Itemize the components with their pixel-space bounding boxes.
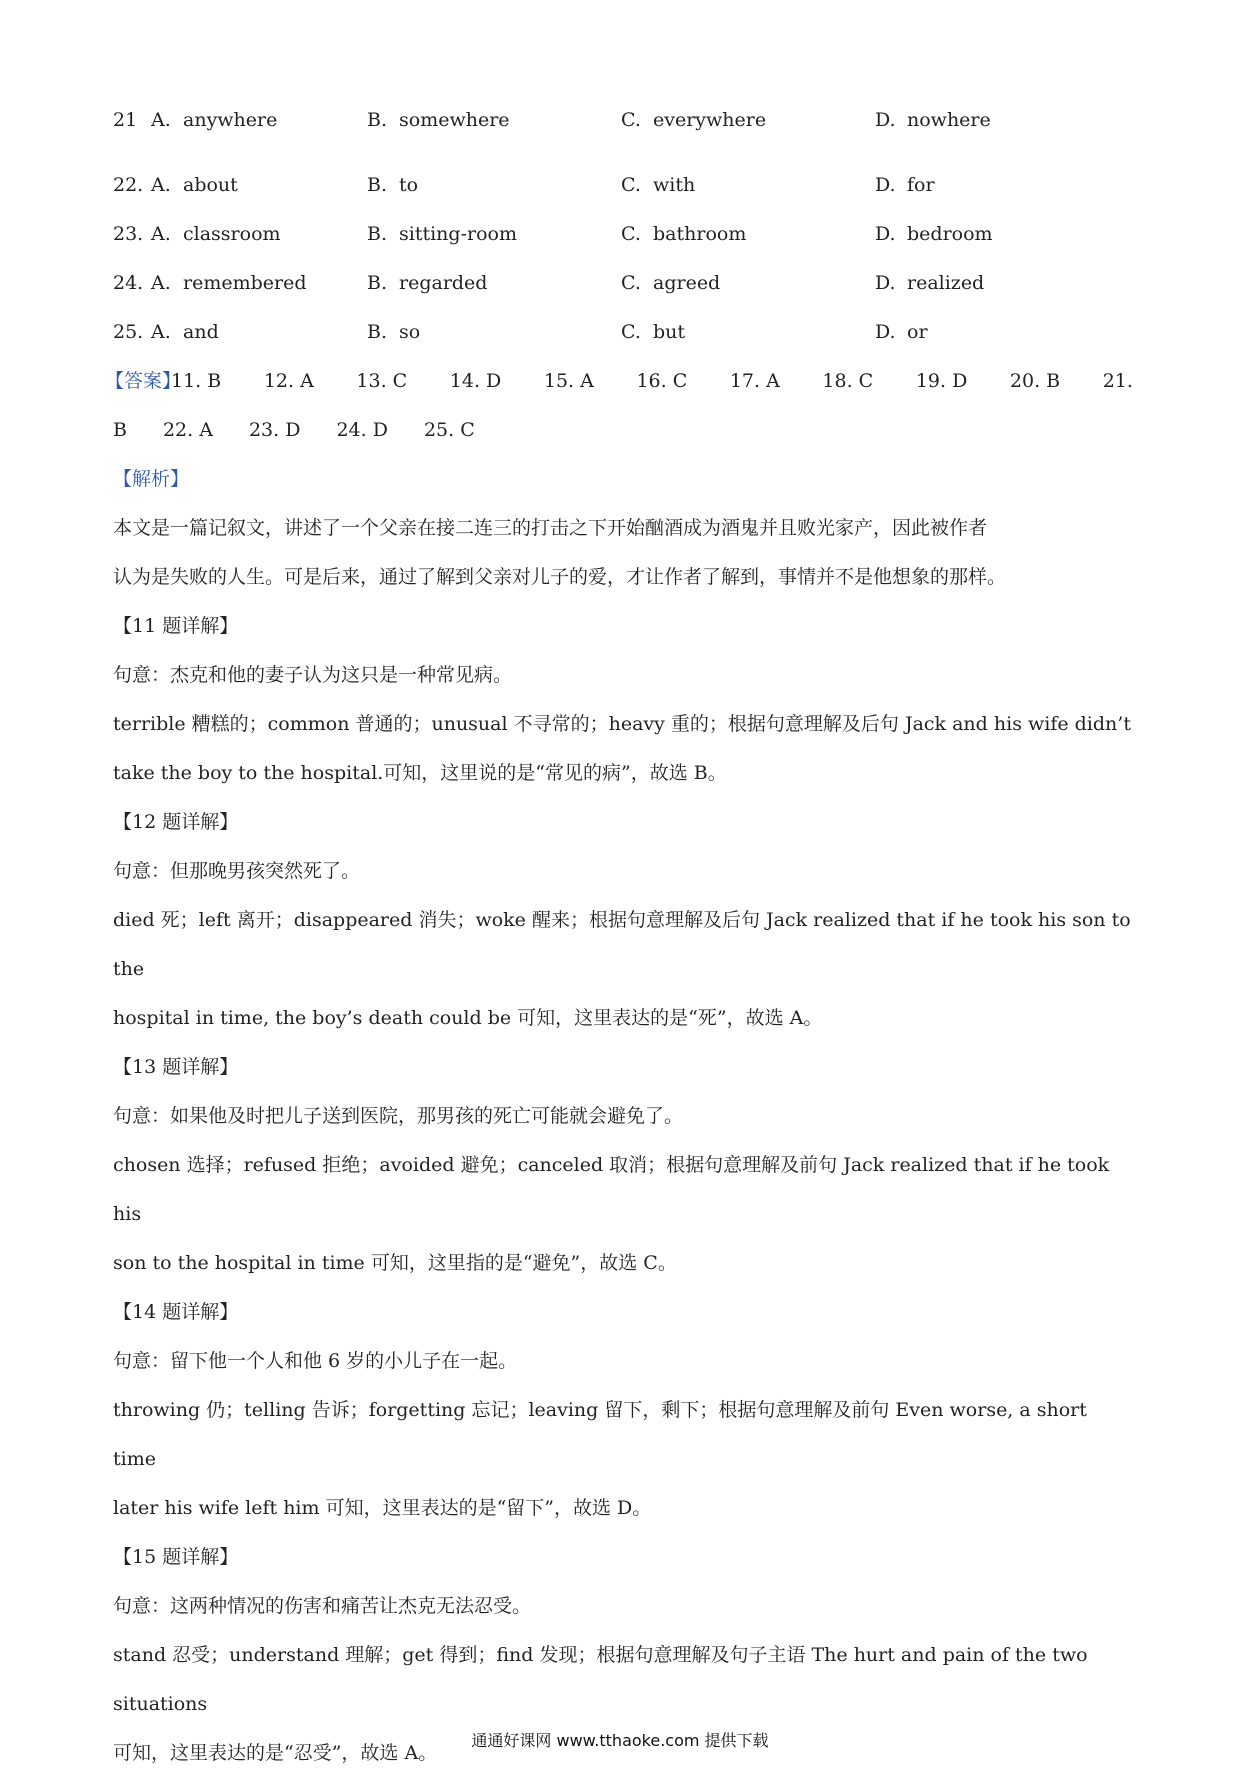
detail-block [113, 798, 1133, 1043]
option-text: somewhere [399, 109, 510, 131]
option-letter: A. [151, 109, 171, 131]
option-letter: B. [367, 174, 388, 196]
detail-line: take the boy to the hospital.可知，这里说的是“常见的病”，故选 B。 [113, 762, 727, 784]
option-text: agreed [653, 272, 721, 294]
option-b [367, 161, 418, 210]
answer-item: 14. D [449, 370, 502, 392]
document-body [105, 96, 1133, 1778]
answer-label: 【答案】 [105, 370, 182, 392]
detail-line: stand 忍受；understand 理解；get 得到；find 发现；根据句意理解及句子主语 The hurt and pain of the two situations [113, 1644, 1088, 1715]
detail-meaning: 句意：但那晚男孩突然死了。 [113, 860, 361, 882]
option-text: regarded [399, 272, 488, 294]
option-letter: C. [621, 223, 641, 245]
option-letter: D. [875, 174, 896, 196]
option-d [875, 161, 935, 210]
detail-meaning: 句意：这两种情况的伤害和痛苦让杰克无法忍受。 [113, 1595, 532, 1617]
option-letter: A. [151, 321, 171, 343]
answer-line-1 [105, 357, 1133, 406]
detail-title: 【13 题详解】 [113, 1056, 239, 1078]
detail-line: later his wife left him 可知，这里表达的是“留下”，故选 D。 [113, 1497, 652, 1519]
option-letter: A. [151, 272, 171, 294]
analysis-label: 【解析】 [113, 468, 190, 490]
option-row [113, 210, 1133, 259]
option-d [875, 259, 984, 308]
option-letter: B. [367, 272, 388, 294]
answer-item: B [113, 419, 127, 441]
detail-title: 【12 题详解】 [113, 811, 239, 833]
option-text: with [653, 174, 696, 196]
detail-title: 【11 题详解】 [113, 615, 239, 637]
option-a [151, 259, 307, 308]
option-a [151, 96, 277, 145]
summary-line-1: 本文是一篇记叙文，讲述了一个父亲在接二连三的打击之下开始酗酒成为酒鬼并且败光家产，因此被作者 [113, 517, 988, 539]
answer-item: 11. B [171, 370, 222, 392]
option-c [621, 308, 685, 357]
answer-item: 16. C [636, 370, 688, 392]
option-c [621, 259, 720, 308]
footer-text: 通通好课网 www.tthaoke.com 提供下载 [471, 1731, 769, 1750]
answer-item: 20. B [1009, 370, 1061, 392]
option-text: bedroom [907, 223, 993, 245]
option-c [621, 161, 695, 210]
option-row [113, 308, 1133, 357]
answer-item: 13. C [356, 370, 408, 392]
option-letter: D. [875, 109, 896, 131]
option-d [875, 96, 991, 145]
option-text: realized [907, 272, 985, 294]
answer-item: 19. D [915, 370, 968, 392]
option-text: for [907, 174, 935, 196]
option-text: but [653, 321, 686, 343]
option-letter: B. [367, 223, 388, 245]
question-number: 23. [113, 223, 144, 245]
option-letter: C. [621, 321, 641, 343]
option-c [621, 210, 746, 259]
option-c [621, 96, 766, 145]
answer-item: 12. A [263, 370, 314, 392]
option-b [367, 259, 487, 308]
answer-item: 17. A [729, 370, 780, 392]
option-b [367, 96, 510, 145]
option-text: classroom [183, 223, 281, 245]
option-text: nowhere [907, 109, 991, 131]
option-text: about [183, 174, 238, 196]
detail-meaning: 句意：杰克和他的妻子认为这只是一种常见病。 [113, 664, 513, 686]
detail-title: 【15 题详解】 [113, 1546, 239, 1568]
question-number: 25. [113, 321, 144, 343]
option-row [113, 96, 1133, 161]
question-number: 21 [113, 109, 138, 131]
detail-block [113, 1288, 1133, 1533]
option-text: to [399, 174, 419, 196]
option-row [113, 259, 1133, 308]
answer-item: 24. D [336, 419, 388, 441]
option-text: and [183, 321, 219, 343]
detail-meaning: 句意：留下他一个人和他 6 岁的小儿子在一起。 [113, 1350, 518, 1372]
option-text: sitting-room [399, 223, 517, 245]
option-text: anywhere [183, 109, 278, 131]
option-letter: A. [151, 174, 171, 196]
detail-block [113, 1043, 1133, 1288]
answer-item: 15. A [543, 370, 594, 392]
detail-meaning: 句意：如果他及时把儿子送到医院，那男孩的死亡可能就会避免了。 [113, 1105, 684, 1127]
option-b [367, 210, 517, 259]
summary-line-2: 认为是失败的人生。可是后来，通过了解到父亲对儿子的爱，才让作者了解到，事情并不是他想象的那样。 [113, 566, 1007, 588]
option-text: or [907, 321, 928, 343]
detail-line: 可知，这里表达的是“忍受”，故选 A。 [113, 1742, 438, 1764]
option-letter: B. [367, 321, 388, 343]
detail-line: terrible 糟糕的；common 普通的；unusual 不寻常的；heavy 重的；根据句意理解及后句 Jack and his wife didn’t [113, 713, 1131, 735]
detail-line: chosen 选择；refused 拒绝；avoided 避免；canceled 取消；根据句意理解及前句 Jack realized that if he took his [113, 1154, 1110, 1225]
detail-line: throwing 仍；telling 告诉；forgetting 忘记；leaving 留下，剩下；根据句意理解及前句 Even worse, a short time [113, 1399, 1087, 1470]
option-a [151, 161, 238, 210]
option-d [875, 210, 993, 259]
option-letter: B. [367, 109, 388, 131]
option-text: bathroom [653, 223, 747, 245]
answer-item: 18. C [822, 370, 874, 392]
detail-title: 【14 题详解】 [113, 1301, 239, 1323]
detail-line: hospital in time, the boy’s death could be 可知，这里表达的是“死”，故选 A。 [113, 1007, 823, 1029]
option-d [875, 308, 928, 357]
answer-item: 21. [1102, 370, 1133, 392]
option-letter: C. [621, 174, 641, 196]
option-letter: D. [875, 272, 896, 294]
option-letter: C. [621, 272, 641, 294]
option-text: everywhere [653, 109, 767, 131]
answer-section [105, 357, 1133, 455]
option-a [151, 308, 219, 357]
option-letter: D. [875, 321, 896, 343]
option-letter: A. [151, 223, 171, 245]
answer-line-2 [113, 406, 1133, 455]
options-list [113, 96, 1133, 357]
option-text: remembered [183, 272, 307, 294]
option-b [367, 308, 420, 357]
detail-line: son to the hospital in time 可知，这里指的是“避免”，故选 C。 [113, 1252, 677, 1274]
question-number: 24. [113, 272, 144, 294]
answer-item: 25. C [423, 419, 475, 441]
option-text: so [399, 321, 421, 343]
detail-line: died 死；left 离开；disappeared 消失；woke 醒来；根据句意理解及后句 Jack realized that if he took his son to the [113, 909, 1131, 980]
answer-item: 22. A [162, 419, 213, 441]
detail-block [113, 602, 1133, 798]
option-letter: D. [875, 223, 896, 245]
question-number: 22. [113, 174, 144, 196]
option-letter: C. [621, 109, 641, 131]
answer-item: 23. D [248, 419, 301, 441]
option-row [113, 161, 1133, 210]
option-a [151, 210, 281, 259]
details-list [113, 602, 1133, 1778]
